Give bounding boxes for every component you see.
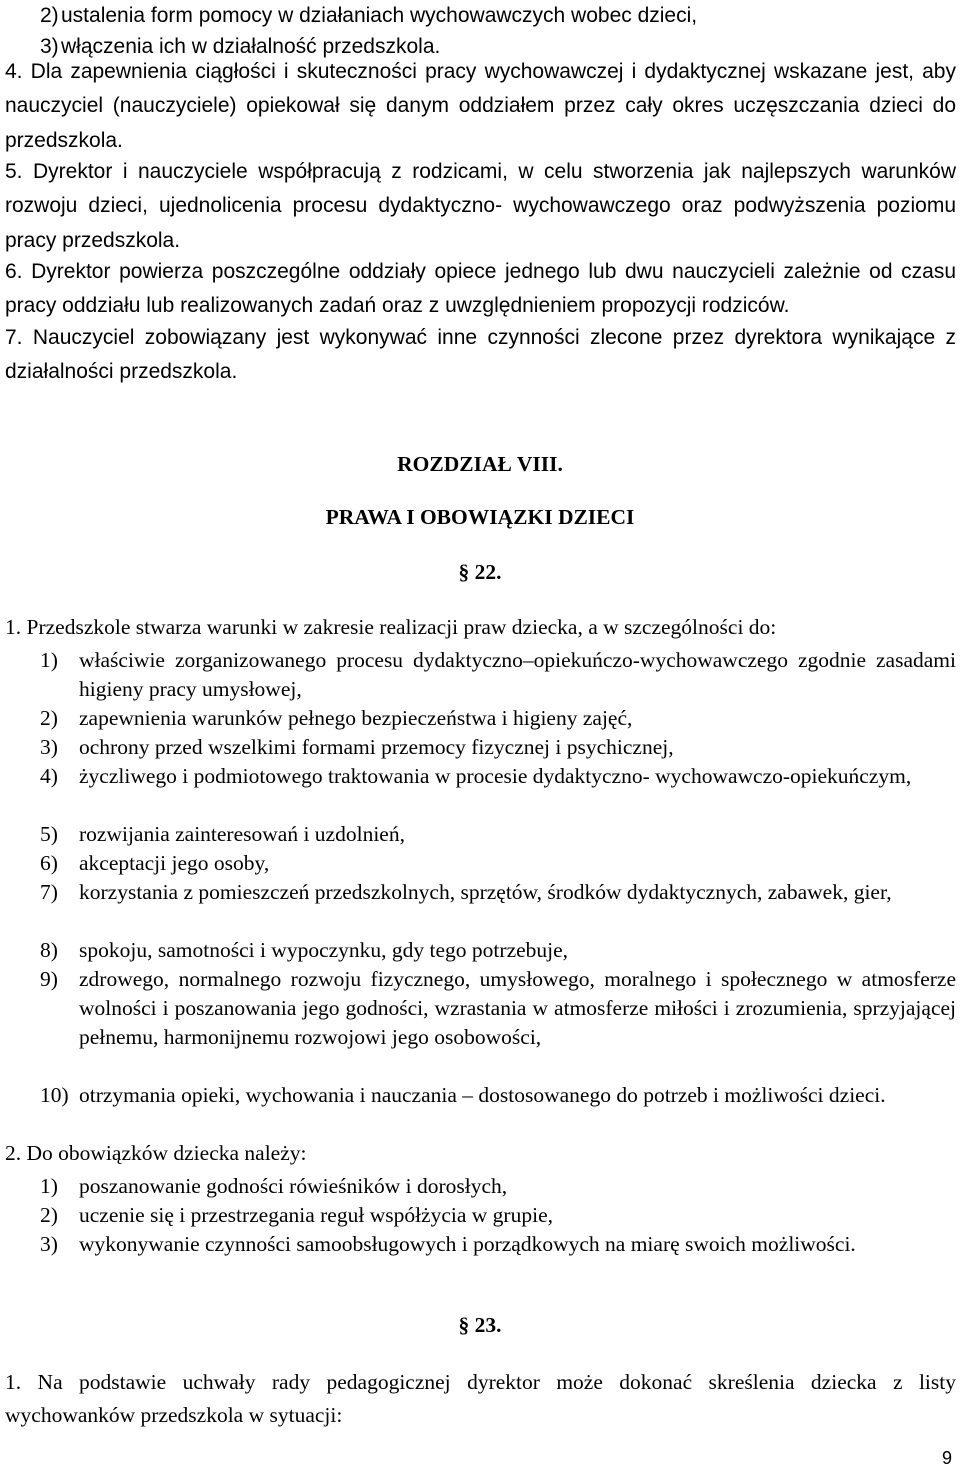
- list-item: [40, 733, 956, 762]
- item-number: 5): [40, 822, 58, 846]
- paragraph-5: 5. Dyrektor i nauczyciele współpracują z rodzicami, w celu stworzenia jak najlepszych warunków rozwoju dzieci, ujednolicenia procesu dydaktyczno- wychowawczego oraz podwyższenia poziomu pracy przedszkola.: [5, 160, 956, 252]
- item-text: uczenie się i przestrzegania reguł współżycia w grupie,: [79, 1203, 553, 1227]
- item-text: ustalenia form pomocy w działaniach wychowawczych wobec dzieci,: [61, 4, 698, 27]
- item-text: zdrowego, normalnego rozwoju fizycznego, umysłowego, moralnego i społecznego w atmosferze wolności i poszanowania jego godności, wzrastania w atmosferze miłości i zrozumienia, sprzyjającej pełnemu, harmonijnemu rozwojowi jego osobowości,: [79, 967, 956, 1049]
- item-number: 3): [40, 35, 59, 58]
- item-text: korzystania z pomieszczeń przedszkolnych, sprzętów, środków dydaktycznych, zabawek, gier,: [79, 880, 892, 904]
- item-text: zapewnienia warunków pełnego bezpieczeństwa i higieny zajęć,: [79, 706, 633, 730]
- chapter-title: PRAWA I OBOWIĄZKI DZIECI: [325, 505, 635, 529]
- item-text: akceptacji jego osoby,: [79, 851, 270, 875]
- item-text: życzliwego i podmiotowego traktowania w procesie dydaktyczno- wychowawczo-opiekuńczym,: [79, 764, 912, 788]
- item-text: poszanowanie godności rówieśników i dorosłych,: [79, 1174, 508, 1198]
- list-item: [40, 1172, 956, 1201]
- item-number: 4): [40, 764, 58, 788]
- item-number: 3): [40, 735, 58, 759]
- list-item: [40, 646, 956, 704]
- item-number: 8): [40, 938, 58, 962]
- item-text: właściwie zorganizowanego procesu dydaktyczno–opiekuńczo-wychowawczego zgodnie zasadami higieny pracy umysłowej,: [79, 648, 956, 701]
- item-number: 2): [40, 706, 58, 730]
- item-text: otrzymania opieki, wychowania i nauczania – dostosowanego do potrzeb i możliwości dzieci.: [79, 1083, 886, 1107]
- list-item: [40, 878, 956, 907]
- paragraph-7: 7. Nauczyciel zobowiązany jest wykonywać inne czynności zlecone przez dyrektora wynikające z działalności przedszkola.: [5, 326, 956, 384]
- item-number: 7): [40, 880, 58, 904]
- item-text: spokoju, samotności i wypoczynku, gdy tego potrzebuje,: [79, 938, 569, 962]
- list-item: [40, 1201, 956, 1230]
- list-item: [40, 762, 956, 791]
- list-item: [40, 0, 956, 33]
- section-22-heading: § 22.: [458, 560, 502, 584]
- item-text: włączenia ich w działalność przedszkola.: [61, 35, 441, 58]
- list-item: [40, 1230, 956, 1259]
- s22-paragraph-1: 1. Przedszkole stwarza warunki w zakresie realizacji praw dziecka, a w szczególności do:: [5, 615, 777, 639]
- s22-paragraph-2: 2. Do obowiązków dziecka należy:: [5, 1141, 307, 1165]
- list-item: [40, 936, 956, 965]
- page-number: 9: [941, 1448, 952, 1468]
- list-item: [40, 820, 956, 849]
- paragraph-6: 6. Dyrektor powierza poszczególne oddziały opiece jednego lub dwu nauczycieli zależnie od czasu pracy oddziału lub realizowanych zadań oraz z uwzględnieniem propozycji rodziców.: [5, 260, 956, 318]
- item-number: 10): [40, 1083, 69, 1107]
- item-text: ochrony przed wszelkimi formami przemocy fizycznej i psychicznej,: [79, 735, 674, 759]
- item-number: 1): [40, 1174, 58, 1198]
- list-item: [40, 849, 956, 878]
- item-number: 1): [40, 648, 58, 672]
- section-23-heading: § 23.: [458, 1313, 502, 1337]
- item-number: 2): [40, 4, 59, 27]
- s23-paragraph-1: 1. Na podstawie uchwały rady pedagogicznej dyrektor może dokonać skreślenia dziecka z listy wychowanków przedszkola w sytuacji:: [5, 1370, 956, 1427]
- paragraph-4: 4. Dla zapewnienia ciągłości i skuteczności pracy wychowawczej i dydaktycznej wskazane jest, aby nauczyciel (nauczyciele) opiekował się danym oddziałem przez cały okres uczęszczania dzieci do przedszkola.: [5, 60, 956, 152]
- item-number: 9): [40, 967, 58, 991]
- item-number: 3): [40, 1232, 58, 1256]
- item-text: wykonywanie czynności samoobsługowych i porządkowych na miarę swoich możliwości.: [79, 1232, 856, 1256]
- list-item: [40, 1081, 956, 1110]
- list-item: [40, 965, 956, 1052]
- list-item: [40, 704, 956, 733]
- item-number: 2): [40, 1203, 58, 1227]
- item-text: rozwijania zainteresowań i uzdolnień,: [79, 822, 405, 846]
- chapter-heading: ROZDZIAŁ VIII.: [397, 452, 563, 476]
- item-number: 6): [40, 851, 58, 875]
